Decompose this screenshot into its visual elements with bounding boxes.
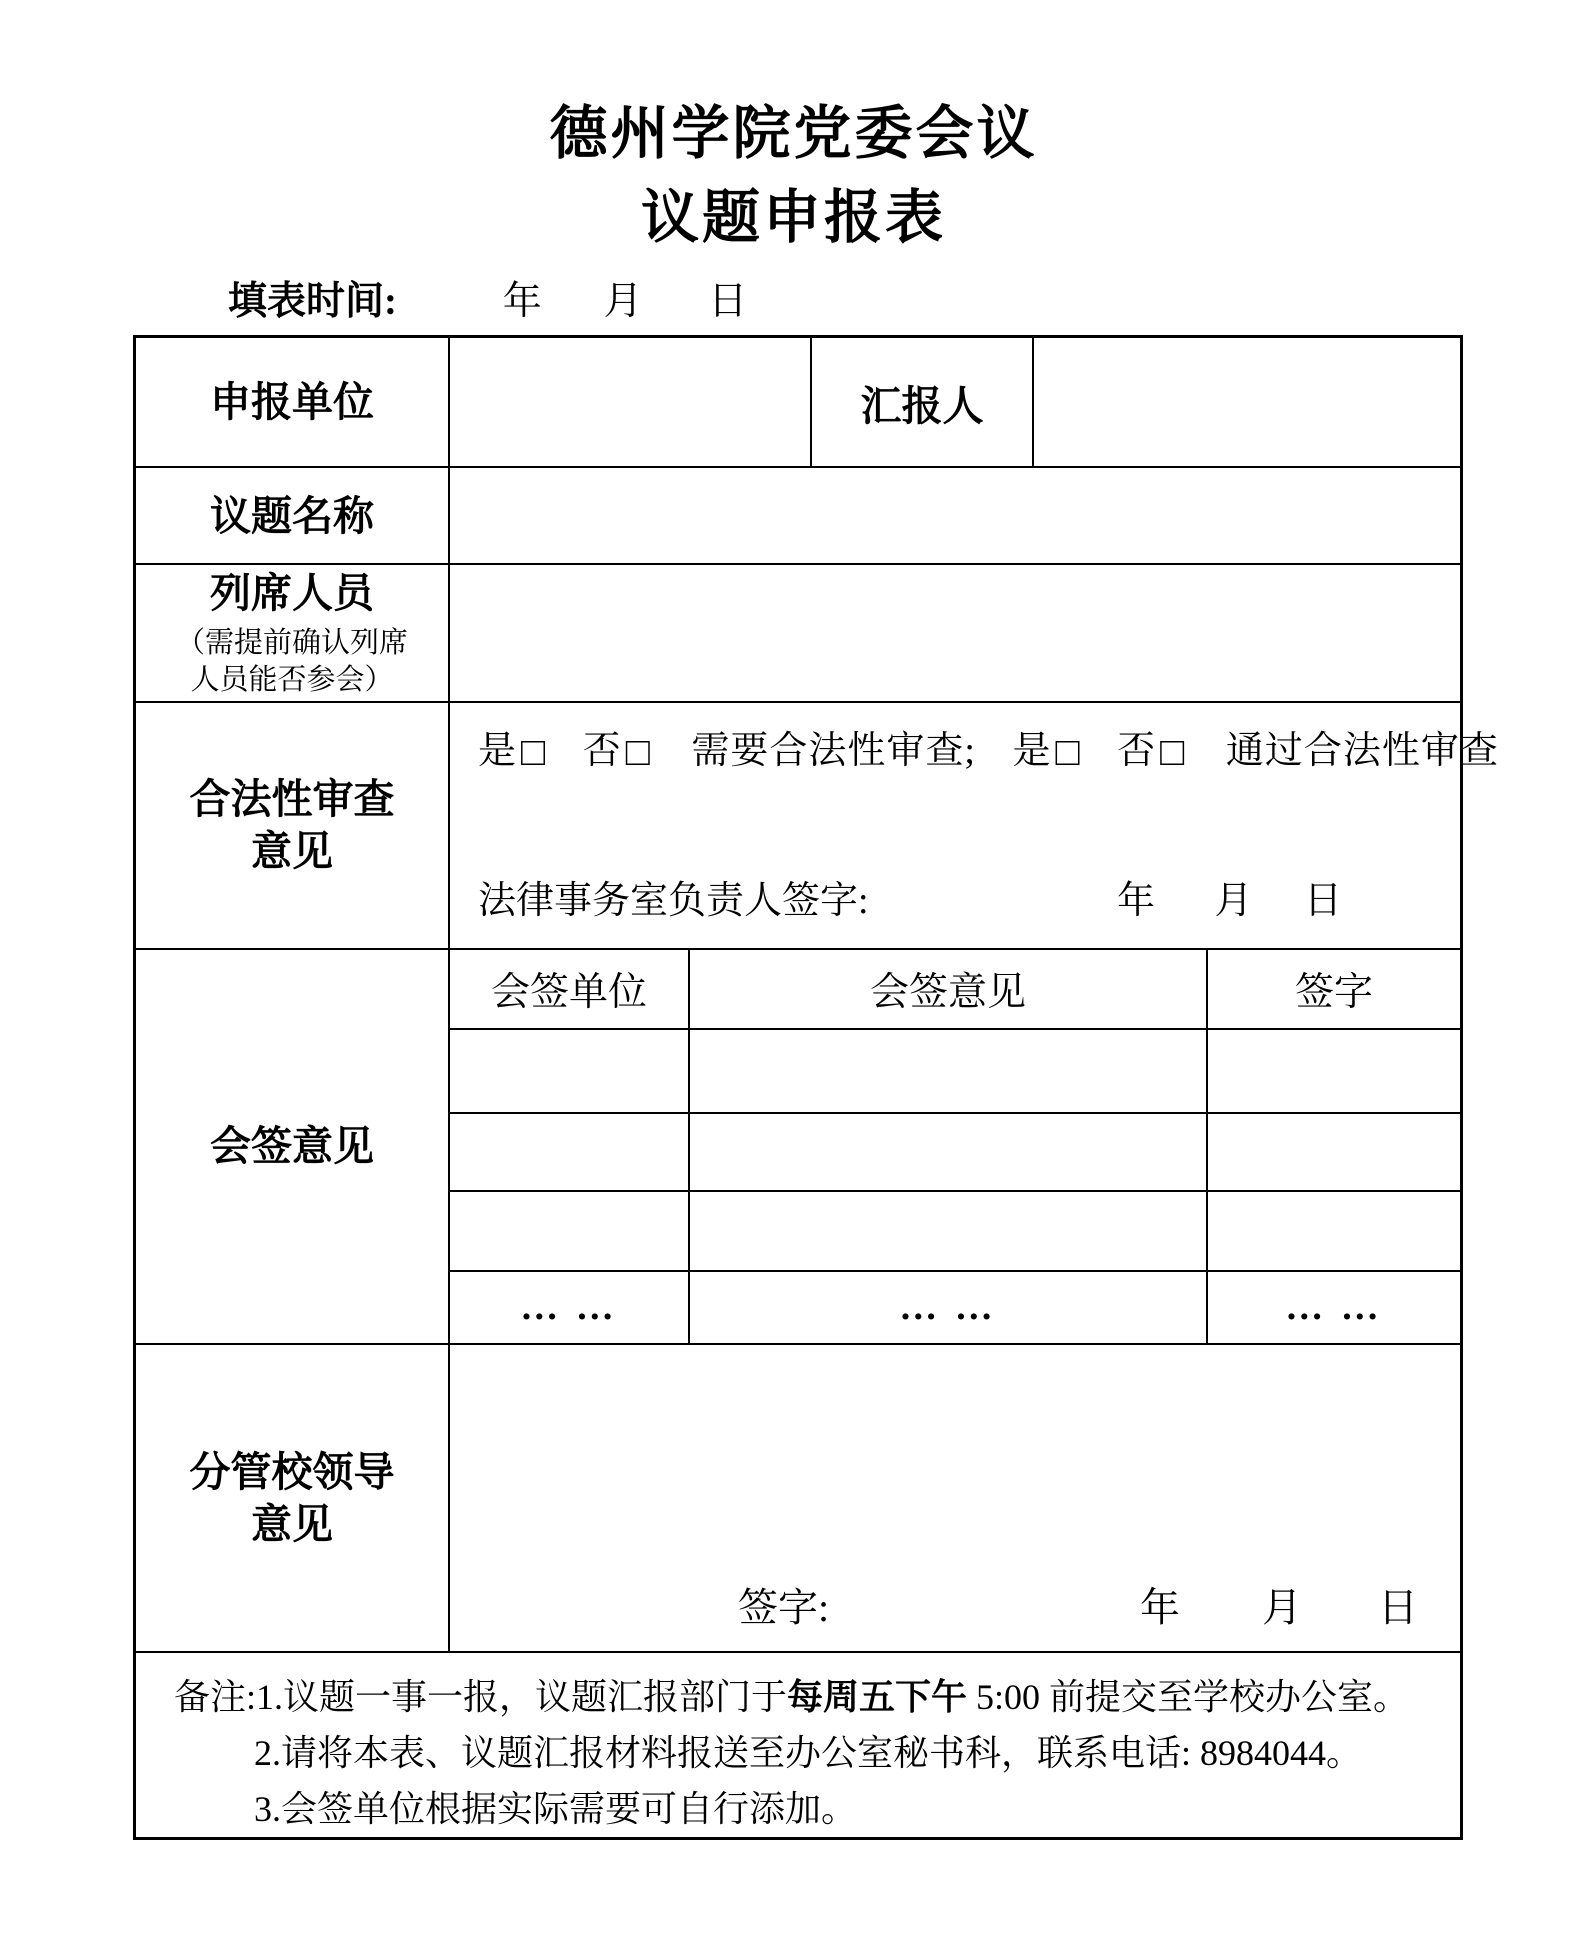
countersign-dots-row (450, 1272, 1460, 1343)
countersign-unit-input-cell[interactable] (450, 1114, 690, 1190)
legality-checkbox-line (478, 719, 1499, 774)
legality-yes-label-1: 是 (478, 729, 518, 772)
application-form-table (133, 335, 1499, 1840)
fill-time-year: 年 (502, 280, 542, 323)
note1-bold: 每周五下午 (787, 1676, 968, 1717)
topic-name-row (136, 468, 1460, 565)
legality-no-label-2: 否 (1117, 729, 1157, 772)
fill-time-line (228, 270, 747, 326)
fill-time-label: 填表时间: (228, 280, 397, 323)
countersign-entry-row (450, 1030, 1460, 1114)
fill-time-month: 月 (603, 280, 643, 323)
attendees-label: 列席人员 (210, 569, 374, 616)
legality-sign-line (478, 869, 1342, 924)
attendees-note-line2: 人员能否参会） (190, 663, 394, 696)
note-item-1 (174, 1669, 1434, 1725)
legality-day: 日 (1303, 879, 1342, 922)
notes-cell (136, 1653, 1460, 1837)
checkbox-icon-need-no[interactable]: □ (625, 728, 651, 774)
attendees-row (136, 565, 1460, 702)
countersign-entry-row (450, 1192, 1460, 1272)
leader-date-group (1140, 1576, 1418, 1633)
legality-year: 年 (1116, 879, 1155, 922)
countersign-col-sign: 签字 (1294, 970, 1373, 1014)
legality-date-group (1117, 869, 1342, 924)
countersign-row (136, 950, 1460, 1345)
legality-no-label-1: 否 (582, 729, 622, 772)
legality-content-cell[interactable] (450, 703, 1499, 948)
legality-label-cell (136, 703, 450, 948)
leader-label-cell (136, 1345, 450, 1651)
countersign-sign-input-cell[interactable] (1208, 1030, 1460, 1112)
legality-pass-text: 通过合法性审查 (1225, 729, 1499, 772)
note1-pre: 1.议题一事一报，议题汇报部门于 (256, 1676, 788, 1717)
page-title (0, 92, 1587, 260)
note-item-2: 2.请将本表、议题汇报材料报送至办公室秘书科，联系电话: 8984044。 (254, 1732, 1363, 1773)
legality-review-row (136, 703, 1499, 950)
declare-unit-label: 申报单位 (136, 338, 450, 466)
countersign-opinion-input-cell[interactable] (690, 1192, 1208, 1270)
leader-month: 月 (1262, 1584, 1302, 1630)
topic-name-label: 议题名称 (136, 468, 450, 563)
countersign-dots-unit: … … (450, 1272, 690, 1343)
declare-unit-row (136, 338, 1460, 468)
countersign-sign-input-cell[interactable] (1208, 1192, 1460, 1270)
attendees-note (176, 625, 408, 699)
checkbox-icon-need-yes[interactable]: □ (521, 728, 547, 774)
fill-time-day: 日 (708, 280, 748, 323)
page-title-line2: 议题申报表 (640, 185, 946, 250)
legality-yes-label-2: 是 (1012, 729, 1052, 772)
legality-label-line2: 意见 (251, 828, 333, 875)
countersign-entry-row (450, 1114, 1460, 1192)
leader-label-line2: 意见 (251, 1500, 333, 1547)
leader-content-cell[interactable] (450, 1345, 1460, 1651)
countersign-label: 会签意见 (136, 950, 450, 1343)
leader-day: 日 (1378, 1584, 1418, 1630)
attendees-input-cell[interactable] (450, 565, 1460, 700)
notes-row (136, 1653, 1460, 1837)
leader-sign-line (450, 1576, 1460, 1633)
legality-need-text: 需要合法性审查; (691, 729, 976, 772)
notes-label: 备注: (174, 1676, 257, 1717)
page-title-line1: 德州学院党委会议 (549, 101, 1038, 166)
checkbox-icon-pass-yes[interactable]: □ (1055, 728, 1081, 774)
countersign-header-row (450, 950, 1460, 1030)
legality-sign-label: 法律事务室负责人签字: (478, 879, 869, 922)
reporter-input-cell[interactable] (1034, 338, 1460, 466)
countersign-dots-sign: … … (1285, 1286, 1383, 1329)
countersign-sub-table (450, 950, 1460, 1343)
leader-opinion-row (136, 1345, 1460, 1653)
countersign-sign-input-cell[interactable] (1208, 1114, 1460, 1190)
countersign-opinion-input-cell[interactable] (690, 1114, 1208, 1190)
reporter-label: 汇报人 (812, 338, 1034, 466)
countersign-dots-opinion: … … (690, 1272, 1208, 1343)
countersign-col-opinion: 会签意见 (690, 950, 1208, 1028)
legality-month: 月 (1214, 879, 1253, 922)
topic-name-input-cell[interactable] (450, 468, 1460, 563)
countersign-col-unit: 会签单位 (450, 950, 690, 1028)
leader-label-line1: 分管校领导 (189, 1448, 395, 1495)
countersign-unit-input-cell[interactable] (450, 1030, 690, 1112)
declare-unit-input-cell[interactable] (450, 338, 812, 466)
countersign-opinion-input-cell[interactable] (690, 1030, 1208, 1112)
countersign-unit-input-cell[interactable] (450, 1192, 690, 1270)
checkbox-icon-pass-no[interactable]: □ (1160, 728, 1186, 774)
leader-sign-label: 签字: (738, 1584, 830, 1630)
note-item-3: 3.会签单位根据实际需要可自行添加。 (254, 1788, 858, 1829)
leader-year: 年 (1140, 1584, 1180, 1630)
note1-post: 5:00 前提交至学校办公室。 (967, 1676, 1410, 1717)
legality-label-line1: 合法性审查 (189, 776, 395, 823)
attendees-label-cell (136, 565, 450, 700)
attendees-note-line1: （需提前确认列席 (175, 626, 408, 659)
